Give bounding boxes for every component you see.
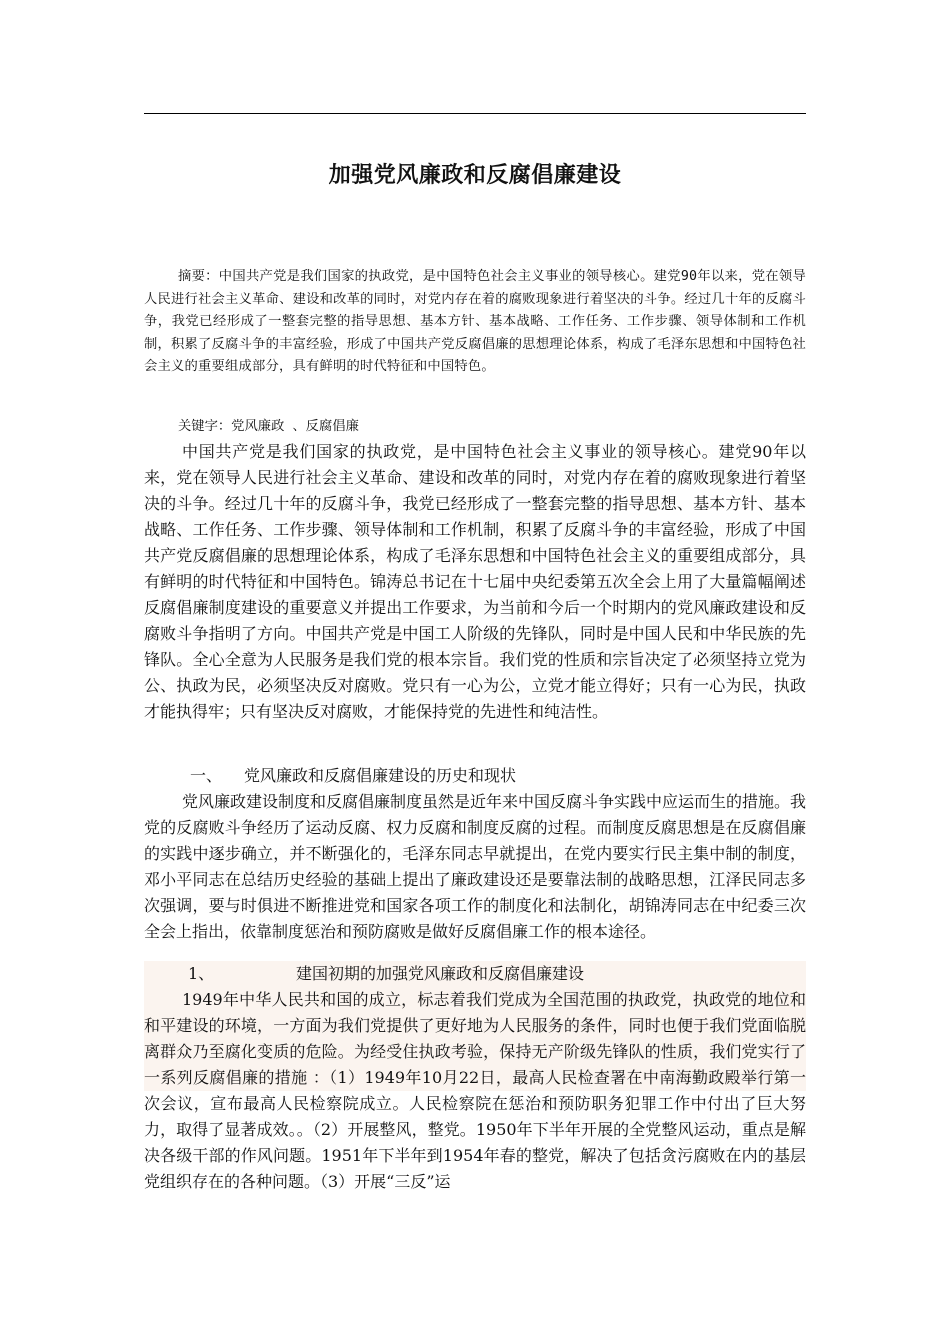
keywords-line: 关键字：党风廉政 、反腐倡廉 [178,419,359,434]
abstract-paragraph: 摘要：中国共产党是我们国家的执政党，是中国特色社会主义事业的领导核心。建党90年以来，党在领导人民进行社会主义革命、建设和改革的同时，对党内存在着的腐败现象进行着坚决的斗争。经过几十年的反腐斗争，我党已经形成了一整套完整的指导思想、基本方针、基本战略、工作任务、工作步骤、领导体制和工作机制，积累了反腐斗争的丰富经验，形成了中国共产党反腐倡廉的思想理论体系，构成了毛泽东思想和中国特色社会主义的重要组成部分，具有鲜明的时代特征和中国特色。 [144,269,806,375]
section-number: 一、 [190,766,223,785]
intro-paragraph: 中国共产党是我们国家的执政党，是中国特色社会主义事业的领导核心。建党90年以来，党在领导人民进行社会主义革命、建设和改革的同时，对党内存在着的腐败现象进行着坚决的斗争。经过几十年的反腐斗争，我党已经形成了一整套完整的指导思想、基本方针、基本战略、工作任务、工作步骤、领导体制和工作机制，积累了反腐斗争的丰富经验，形成了中国共产党反腐倡廉的思想理论体系，构成了毛泽东思想和中国特色社会主义的重要组成部分，具有鲜明的时代特征和中国特色。锦涛总书记在十七届中央纪委第五次全会上用了大量篇幅阐述反腐倡廉制度建设的重要意义并提出工作要求，为当前和今后一个时期内的党风廉政建设和反腐败斗争指明了方向。中国共产党是中国工人阶级的先锋队，同时是中国人民和中华民族的先锋队。全心全意为人民服务是我们党的根本宗旨。我们党的性质和宗旨决定了必须坚持立党为公、执政为民，必须坚决反对腐败。党只有一心为公，立党才能立得好；只有一心为民，执政才能执得牢；只有坚决反对腐败，才能保持党的先进性和纯洁性。 [144,442,806,721]
document-title: 加强党风廉政和反腐倡廉建设 [328,162,622,188]
subsection-number: 1、 [188,964,215,983]
subsection-heading [144,961,806,987]
section-heading [190,763,790,789]
section-title: 党风廉政和反腐倡廉建设的历史和现状 [244,766,517,785]
history-paragraph: 党风廉政建设制度和反腐倡廉制度虽然是近年来中国反腐斗争实践中应运而生的措施。我党的反腐败斗争经历了运动反腐、权力反腐和制度反腐的过程。而制度反腐思想是在反腐倡廉的实践中逐步确立，并不断强化的，毛泽东同志早就提出，在党内要实行民主集中制的制度，邓小平同志在总结历史经验的基础上提出了廉政建设还是要靠法制的战略思想，江泽民同志多次强调，要与时俱进不断推进党和国家各项工作的制度化和法制化，胡锦涛同志在中纪委三次全会上指出，依靠制度惩治和预防腐败是做好反腐倡廉工作的根本途径。 [144,792,807,941]
early-period-paragraph: 1949年中华人民共和国的成立，标志着我们党成为全国范围的执政党，执政党的地位和和平建设的环境，一方面为我们党提供了更好地为人民服务的条件，同时也便于我们党面临脱离群众乃至腐化变质的危险。为经受住执政考验，保持无产阶级先锋队的性质，我们党实行了一系列反腐倡廉的措施 ：（1）1949年10月22日，最高人民检查署在中南海勤政殿举行第一次会议，宣布最高人民检察院成立。人民检察院在惩治和预防职务犯罪工作中付出了巨大努力，取得了显著成效。。（2）开展整风，整党。1950年下半年开展的全党整风运动，重点是解决各级干部的作风问题。1951年下半年到1954年春的整党，解决了包括贪污腐败在内的基层党组织存在的各种问题。（3）开展“三反”运 [144,990,806,1191]
header-rule [144,113,806,114]
subsection-title: 建国初期的加强党风廉政和反腐倡廉建设 [296,964,585,983]
